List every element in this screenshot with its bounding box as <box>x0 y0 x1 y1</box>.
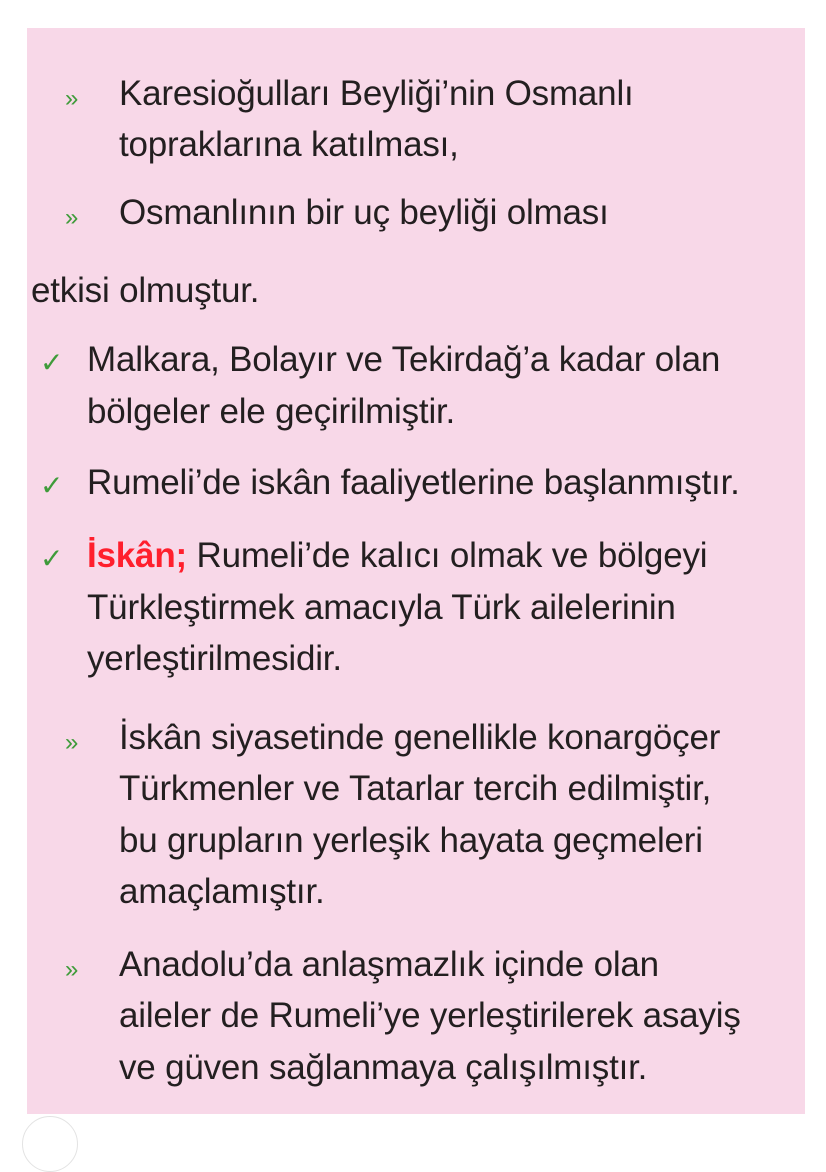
double-angle-quote-icon: » <box>65 204 79 231</box>
sub-item-text: Anadolu’da anlaşmazlık içinde olan <box>119 945 659 984</box>
sub-item-text: bu grupların yerleşik hayata geçmeleri <box>119 821 703 860</box>
sub-item-text: amaçlamıştır. <box>119 872 325 911</box>
check-item-text: Malkara, Bolayır ve Tekirdağ’a kadar olan <box>87 340 721 379</box>
check-item-text <box>87 534 707 578</box>
double-angle-quote-icon: » <box>65 729 79 756</box>
sub-item-text: ve güven sağlanmaya çalışılmıştır. <box>119 1048 648 1087</box>
check-item-text: Rumeli’de iskân faaliyetlerine başlanmıştır. <box>87 463 740 502</box>
sub-item-text: Osmanlının bir uç beyliği olması <box>119 193 609 232</box>
sub-item-text: Türkmenler ve Tatarlar tercih edilmiştir, <box>119 769 712 808</box>
check-mark-icon: ✓ <box>40 543 64 574</box>
double-angle-quote-icon: » <box>65 956 79 983</box>
content-panel <box>27 28 805 1114</box>
paragraph-text: etkisi olmuştur. <box>31 271 260 310</box>
iskan-term: İskân; <box>87 536 187 575</box>
sub-item-text: Karesioğulları Beyliği’nin Osmanlı <box>119 74 634 113</box>
circle-decoration <box>22 1116 78 1172</box>
sub-item-text: topraklarına katılması, <box>119 125 459 164</box>
double-angle-quote-icon: » <box>65 85 79 112</box>
check-item-text: bölgeler ele geçirilmiştir. <box>87 392 456 431</box>
check-item-text: yerleştirilmesidir. <box>87 639 342 678</box>
iskan-definition: Rumeli’de kalıcı olmak ve bölgeyi <box>186 536 708 575</box>
check-mark-icon: ✓ <box>40 347 64 378</box>
check-mark-icon: ✓ <box>40 470 64 501</box>
sub-item-text: İskân siyasetinde genellikle konargöçer <box>119 718 721 757</box>
check-item-text: Türkleştirmek amacıyla Türk ailelerinin <box>87 588 676 627</box>
sub-item-text: aileler de Rumeli’ye yerleştirilerek asayiş <box>119 996 741 1035</box>
